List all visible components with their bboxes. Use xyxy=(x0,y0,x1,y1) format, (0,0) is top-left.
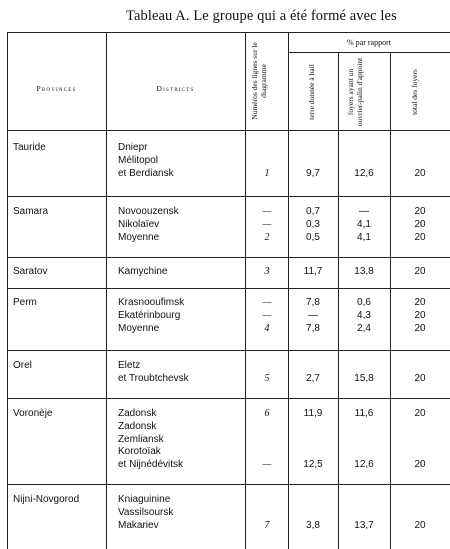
province-cell: Voronèje xyxy=(13,408,53,419)
total-households-cell: 20 xyxy=(414,297,426,308)
hired-worker-cell: 4,1 xyxy=(357,218,371,230)
table-title: Tableau A. Le groupe qui a été formé avec les xyxy=(126,8,397,24)
total-households-cell: 20 xyxy=(414,519,426,531)
district-cell: Zemliansk xyxy=(118,433,164,445)
line-number-cell: 3 xyxy=(264,266,270,277)
row-rule xyxy=(7,257,450,258)
hired-worker-cell: 13,8 xyxy=(354,266,374,277)
district-cell: Zadonsk xyxy=(118,408,157,419)
line-number-cell: 5 xyxy=(264,372,270,384)
total-households-cell: 20 xyxy=(414,309,426,321)
district-cell: Moyenne xyxy=(118,231,160,243)
district-cell: Kniaguinine xyxy=(118,494,171,505)
line-number-cell: 2 xyxy=(264,231,270,243)
header-districts: Districts xyxy=(156,84,195,93)
leased-land-cell: 0,5 xyxy=(306,231,320,243)
hired-worker-cell: 13,7 xyxy=(354,519,374,531)
leased-land-cell: — xyxy=(308,309,318,321)
province-cell: Saratov xyxy=(13,266,48,277)
leased-land-cell: 7,8 xyxy=(306,297,320,308)
leased-land-cell: 0,7 xyxy=(306,206,320,217)
row-rule xyxy=(7,350,450,351)
district-cell: Eletz xyxy=(118,360,141,371)
header-col2: foyers ayant un ouvrier-palin d'appoint xyxy=(346,57,364,127)
district-cell: et Berdiansk xyxy=(118,167,174,179)
line-number-cell: 6 xyxy=(264,408,270,419)
district-cell: Krasnooufimsk xyxy=(118,297,185,308)
row-rule xyxy=(7,288,450,289)
total-households-cell: 20 xyxy=(414,459,426,471)
col-divider-5 xyxy=(390,52,391,549)
hired-worker-cell: 12,6 xyxy=(354,167,374,179)
leased-land-cell: 11,7 xyxy=(303,266,323,277)
top-rule xyxy=(7,32,450,33)
total-households-cell: 20 xyxy=(414,167,426,179)
district-cell: Mélitopol xyxy=(118,154,159,166)
leased-land-cell: 9,7 xyxy=(306,167,320,179)
district-cell: Vassilsoursk xyxy=(118,506,174,518)
province-cell: Perm xyxy=(13,297,37,308)
district-cell: Kamychine xyxy=(118,266,168,277)
left-border xyxy=(7,32,8,549)
total-households-cell: 20 xyxy=(414,408,426,419)
header-provinces: Provinces xyxy=(36,84,77,93)
district-cell: Dniepr xyxy=(118,142,148,153)
header-rule xyxy=(7,130,450,131)
total-households-cell: 20 xyxy=(414,266,426,277)
line-number-cell: — xyxy=(262,297,272,308)
hired-worker-cell: 11,6 xyxy=(354,408,374,419)
row-rule xyxy=(7,196,450,197)
province-cell: Orel xyxy=(13,360,32,371)
leased-land-cell: 2,7 xyxy=(306,372,320,384)
hired-worker-cell: 4,3 xyxy=(357,309,371,321)
total-households-cell: 20 xyxy=(414,218,426,230)
line-number-cell: — xyxy=(262,206,272,217)
province-cell: Nijni-Novgorod xyxy=(13,494,80,505)
district-cell: et Nijnédévitsk xyxy=(118,459,184,471)
col-divider-1 xyxy=(106,32,107,549)
col-divider-3 xyxy=(288,32,289,549)
total-households-cell: 20 xyxy=(414,322,426,334)
line-number-cell: — xyxy=(262,218,272,230)
district-cell: Nikolaïev xyxy=(118,218,160,230)
row-rule xyxy=(7,398,450,399)
group-rule xyxy=(288,52,450,53)
hired-worker-cell: 4,1 xyxy=(357,231,371,243)
leased-land-cell: 12,5 xyxy=(303,459,323,471)
district-cell: et Troubtchevsk xyxy=(118,372,189,384)
line-number-cell: — xyxy=(262,459,272,471)
hired-worker-cell: 15,8 xyxy=(354,372,374,384)
total-households-cell: 20 xyxy=(414,372,426,384)
line-number-cell: — xyxy=(262,309,272,321)
line-number-cell: 7 xyxy=(264,519,270,531)
leased-land-cell: 11,9 xyxy=(303,408,323,419)
district-cell: Ekatérinbourg xyxy=(118,309,181,321)
line-number-cell: 4 xyxy=(264,322,270,334)
district-cell: Moyenne xyxy=(118,322,160,334)
hired-worker-cell: 12,6 xyxy=(354,459,374,471)
hired-worker-cell: 0,6 xyxy=(357,297,371,308)
header-group: % par rapport xyxy=(347,38,391,47)
district-cell: Novoouzensk xyxy=(118,206,179,217)
leased-land-cell: 7,8 xyxy=(306,322,320,334)
line-number-cell: 1 xyxy=(264,167,270,179)
hired-worker-cell: 2,4 xyxy=(357,322,371,334)
hired-worker-cell: — xyxy=(359,206,369,217)
leased-land-cell: 0,3 xyxy=(306,218,320,230)
header-line-numbers: Numéros des lignes sur le diagramme xyxy=(250,42,268,120)
header-col1: terre donnée à bail xyxy=(307,64,316,120)
district-cell: Zadonsk xyxy=(118,420,157,432)
district-cell: Makariev xyxy=(118,519,159,531)
header-col3: total des foyers xyxy=(410,69,419,115)
row-rule xyxy=(7,484,450,485)
province-cell: Tauride xyxy=(13,142,46,153)
col-divider-2 xyxy=(245,32,246,549)
total-households-cell: 20 xyxy=(414,231,426,243)
district-cell: Korotoïak xyxy=(118,446,161,458)
province-cell: Samara xyxy=(13,206,49,217)
total-households-cell: 20 xyxy=(414,206,426,217)
leased-land-cell: 3,8 xyxy=(306,519,320,531)
